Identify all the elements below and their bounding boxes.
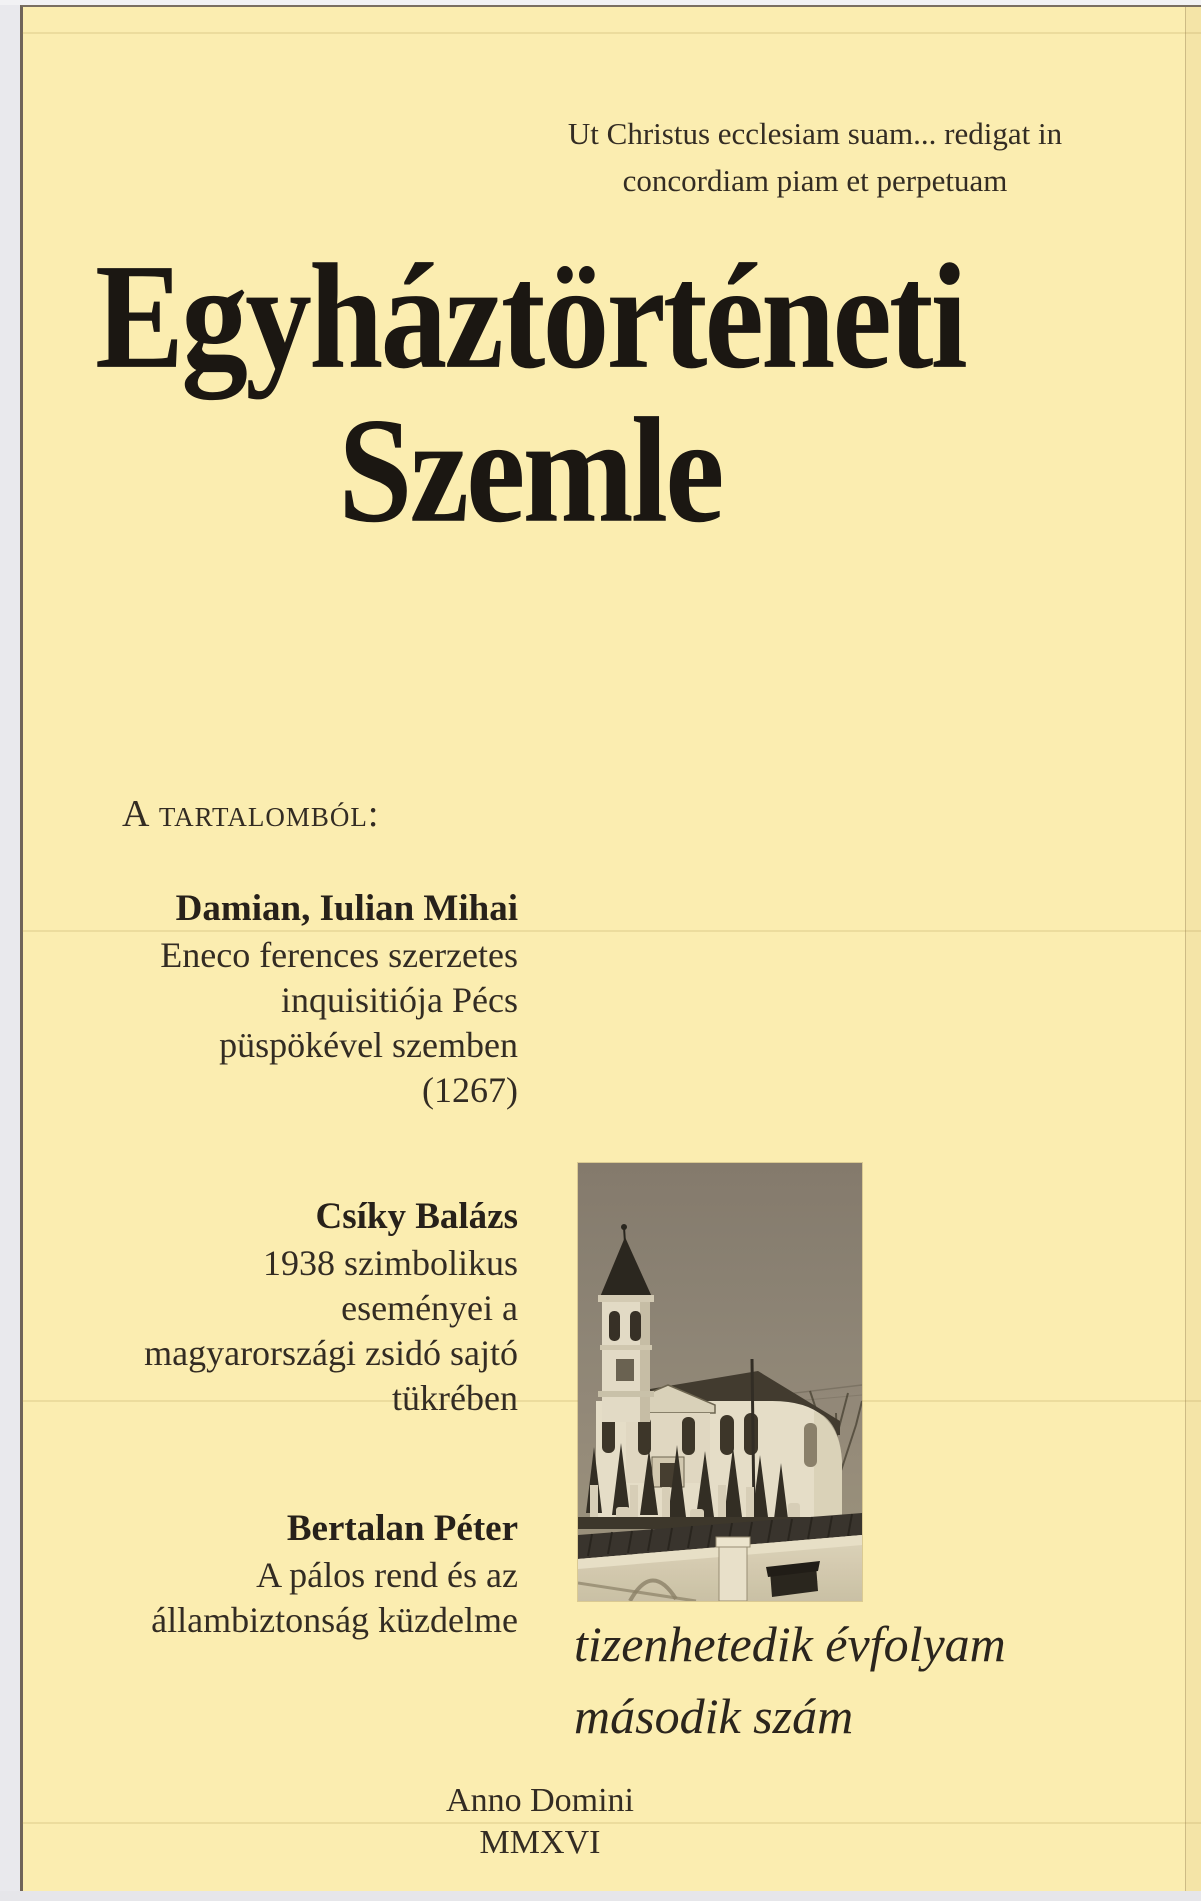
epigraph-line-2: concordiam piam et perpetuam (622, 163, 1008, 198)
article-title-line: magyarországi zsidó sajtó (144, 1333, 518, 1373)
imprint-year: MMXVI (479, 1824, 601, 1861)
issue-number: második szám (574, 1688, 854, 1744)
article-entry (80, 886, 518, 1113)
journal-title-line-2: Szemle (338, 387, 722, 555)
article-author: Csíky Balázs (315, 1196, 518, 1237)
article-title-line: 1938 szimbolikus (262, 1243, 518, 1283)
contents-heading: A tartalomból: (122, 793, 380, 835)
article-title-line: állambiztonság küzdelme (151, 1600, 518, 1640)
issue-designation (574, 1608, 1134, 1752)
imprint-anno-domini: Anno Domini (446, 1782, 634, 1819)
latin-epigraph (425, 110, 1201, 204)
article-title-line: tükrében (392, 1378, 518, 1418)
journal-title (42, 233, 1017, 555)
article-title-line: (1267) (422, 1070, 518, 1110)
article-author: Damian, Iulian Mihai (175, 888, 518, 929)
issue-volume: tizenhetedik évfolyam (574, 1616, 1006, 1672)
article-title-line: inquisitiója Pécs (281, 980, 518, 1020)
imprint (240, 1780, 840, 1864)
article-title-line: Eneco ferences szerzetes (160, 935, 518, 975)
article-title-line: eseményei a (341, 1288, 518, 1328)
article-author: Bertalan Péter (286, 1508, 518, 1549)
scan-bottom-margin (0, 1891, 1201, 1901)
page-edge-shading (1185, 7, 1201, 1891)
scan-artifact-line (22, 32, 1201, 34)
article-entry (80, 1194, 518, 1421)
church-photograph (578, 1163, 862, 1601)
epigraph-line-1: Ut Christus ecclesiam suam... redigat in (567, 116, 1063, 151)
article-title-line: A pálos rend és az (256, 1555, 518, 1595)
article-entry (80, 1506, 518, 1643)
article-title-line: püspökével szemben (219, 1025, 518, 1065)
journal-title-line-1: Egyháztörténeti (95, 233, 965, 401)
scan-top-margin (0, 0, 1201, 5)
